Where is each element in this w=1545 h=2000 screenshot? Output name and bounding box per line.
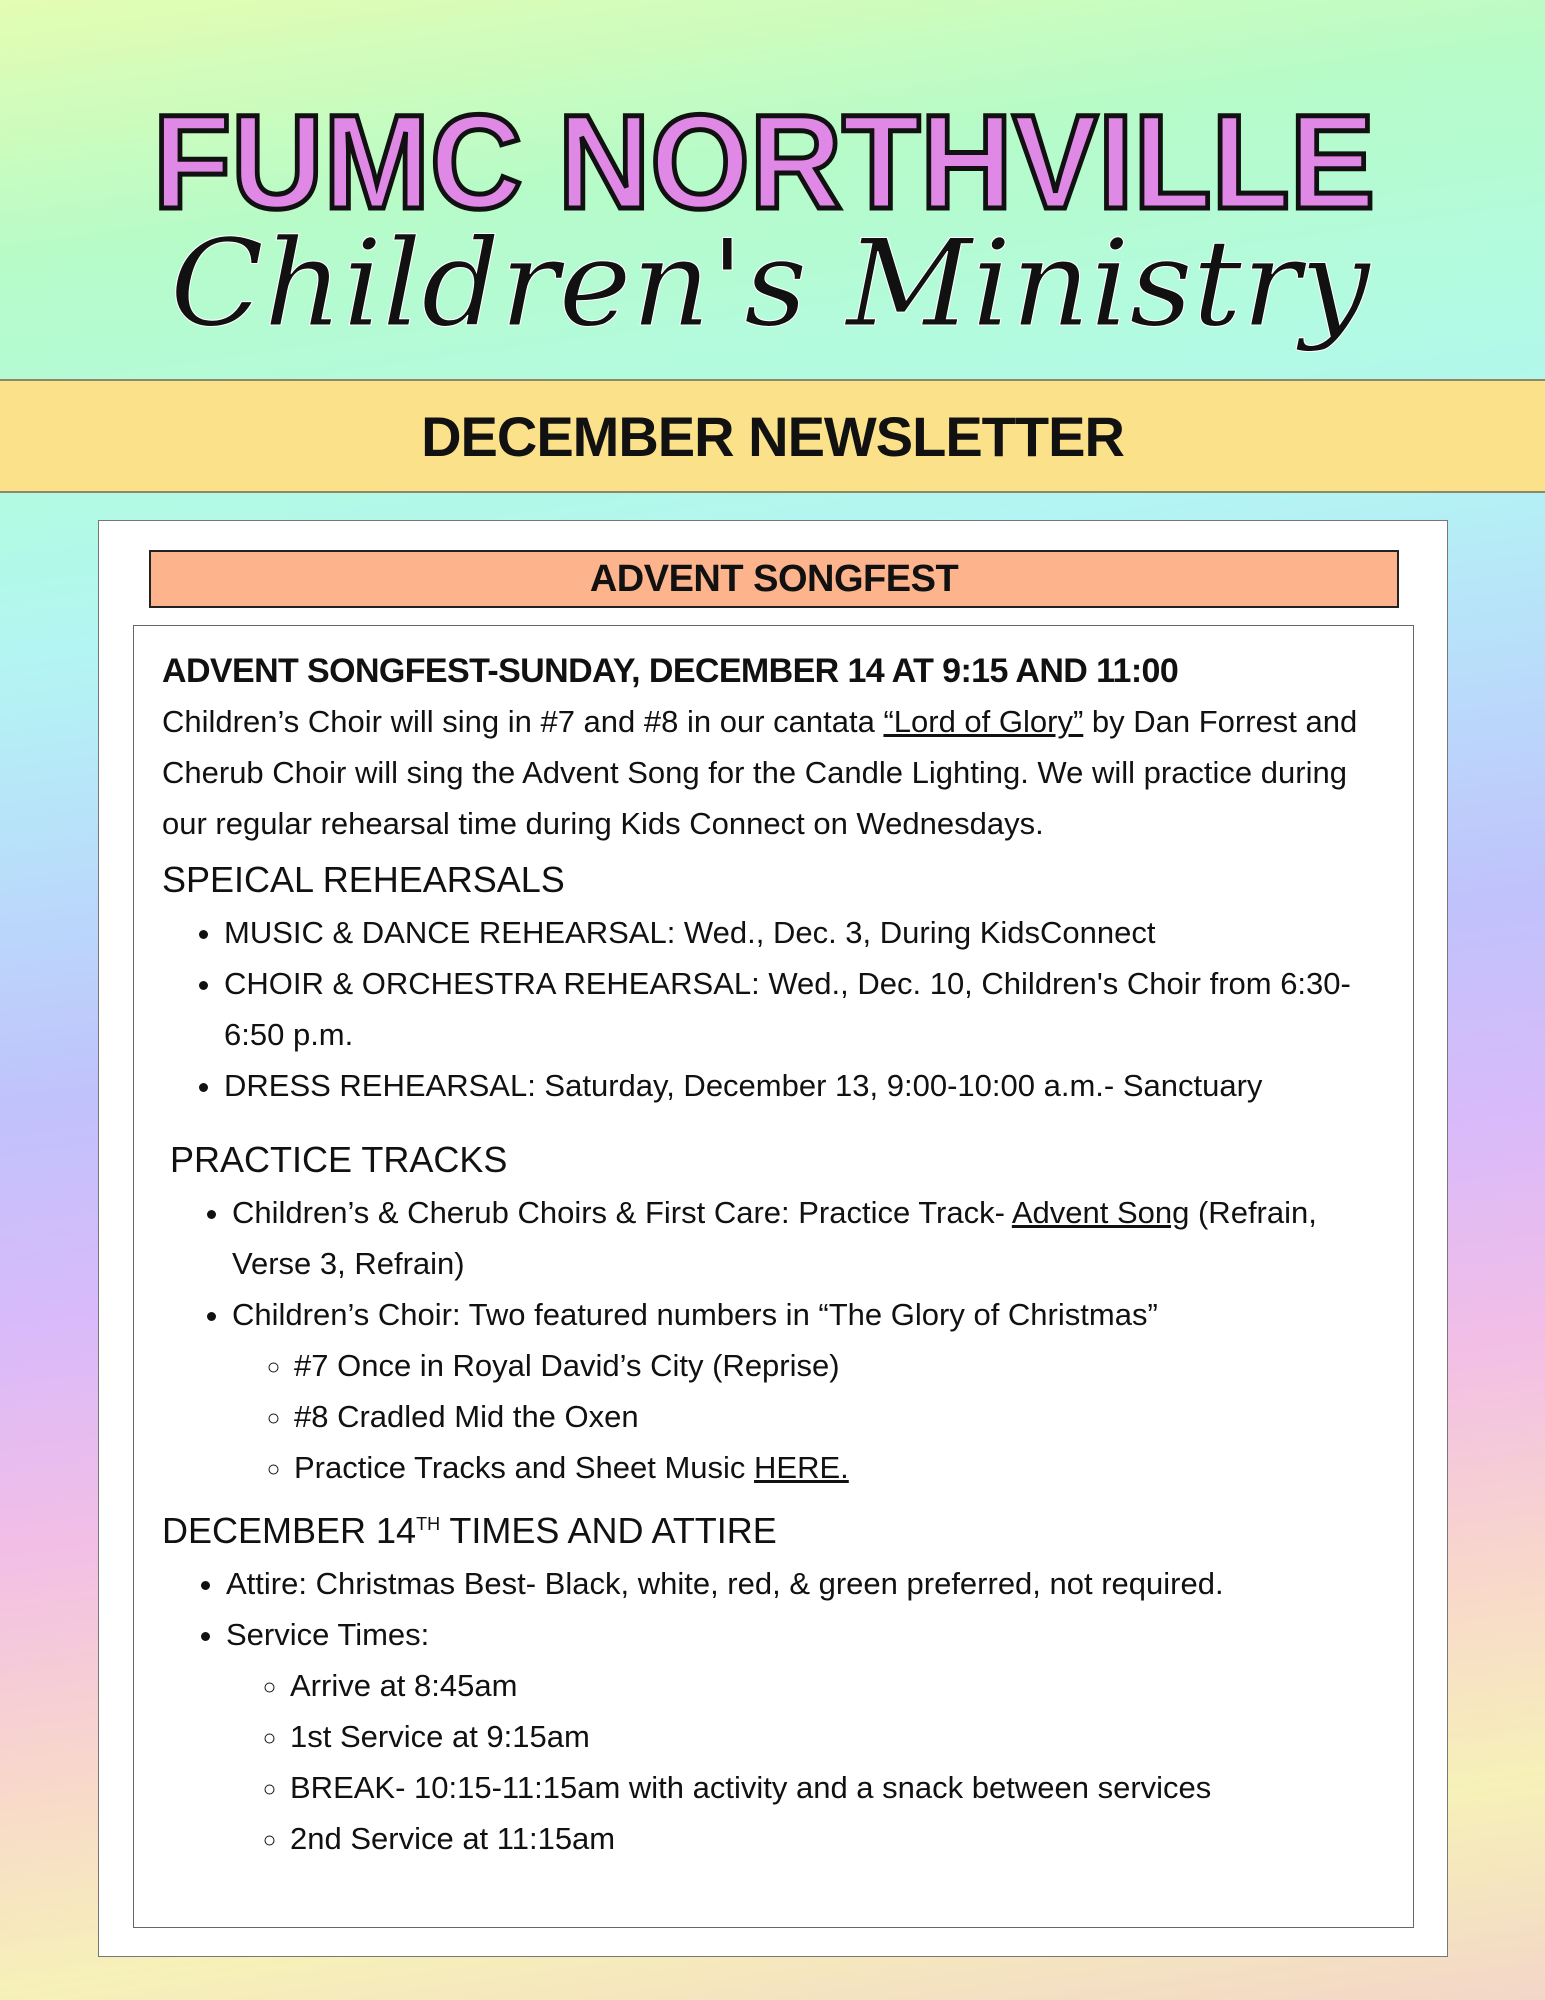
list-item: ◦ 1st Service at 9:15am xyxy=(290,1711,1385,1762)
event-intro xyxy=(162,696,1385,849)
content-card xyxy=(98,520,1448,1957)
cantata-link[interactable]: “Lord of Glory” xyxy=(883,704,1084,739)
tracks-heading: PRACTICE TRACKS xyxy=(170,1139,508,1180)
rehearsals-heading: SPEICAL REHEARSALS xyxy=(162,859,565,900)
times-title-2: TIMES AND ATTIRE xyxy=(440,1510,777,1551)
service-label: Service Times: xyxy=(226,1617,430,1652)
rehearsals-list xyxy=(162,907,1385,1111)
advent-song-link[interactable]: Advent Song xyxy=(1011,1195,1190,1230)
list-item: • MUSIC & DANCE REHEARSAL: Wed., Dec. 3, During KidsConnect xyxy=(224,907,1385,958)
section-body xyxy=(133,625,1414,1928)
list-item xyxy=(232,1187,1385,1289)
list-item xyxy=(294,1442,1385,1493)
event-heading: ADVENT SONGFEST-SUNDAY, DECEMBER 14 AT 9:15 AND 11:00 xyxy=(162,652,1179,690)
section-title: ADVENT SONGFEST xyxy=(149,550,1399,608)
list-item: • DRESS REHEARSAL: Saturday, December 13, 9:00-10:00 a.m.- Sanctuary xyxy=(224,1060,1385,1111)
list-item xyxy=(226,1609,1385,1864)
newsletter-banner xyxy=(0,379,1545,493)
intro-text: Children’s Choir will sing in #7 and #8 in our cantata xyxy=(162,704,884,739)
times-sup: TH xyxy=(416,1514,441,1534)
masthead xyxy=(0,90,1545,380)
list-item xyxy=(232,1289,1385,1493)
here-link[interactable]: HERE. xyxy=(754,1450,849,1485)
track-text: Practice Tracks and Sheet Music xyxy=(294,1450,755,1485)
list-item: • CHOIR & ORCHESTRA REHEARSAL: Wed., Dec. 10, Children's Choir from 6:30-6:50 p.m. xyxy=(224,958,1385,1060)
masthead-title: FUMC NORTHVILLE xyxy=(153,90,1375,237)
list-item: ◦ BREAK- 10:15-11:15am with activity and a snack between services xyxy=(290,1762,1385,1813)
times-heading xyxy=(162,1497,1385,1558)
tracks-sublist xyxy=(232,1340,1385,1493)
intro-text-2: by Dan Forrest and Cherub Choir will sing the Advent Song for the Candle Lighting. We will practice during our regular rehearsal time during Kids Connect on Wednesdays. xyxy=(162,704,1358,841)
list-item: ◦ 2nd Service at 11:15am xyxy=(290,1813,1385,1864)
tracks-list xyxy=(162,1187,1385,1493)
list-item: ◦ Arrive at 8:45am xyxy=(290,1660,1385,1711)
times-list xyxy=(162,1558,1385,1864)
masthead-subtitle: Children's Ministry xyxy=(170,215,1373,354)
list-item: ◦ #8 Cradled Mid the Oxen xyxy=(294,1391,1385,1442)
service-sublist xyxy=(226,1660,1385,1864)
track-text: Children’s & Cherub Choirs & First Care: Practice Track- xyxy=(232,1195,1012,1230)
track-text-2: (Refrain, Verse 3, Refrain) xyxy=(232,1195,1317,1281)
banner-title: DECEMBER NEWSLETTER xyxy=(421,404,1124,468)
list-item: ◦ #7 Once in Royal David’s City (Reprise) xyxy=(294,1340,1385,1391)
list-item: • Attire: Christmas Best- Black, white, red, & green preferred, not required. xyxy=(226,1558,1385,1609)
track-text: Children’s Choir: Two featured numbers in “The Glory of Christmas” xyxy=(232,1297,1158,1332)
times-title: DECEMBER 14 xyxy=(162,1510,417,1551)
